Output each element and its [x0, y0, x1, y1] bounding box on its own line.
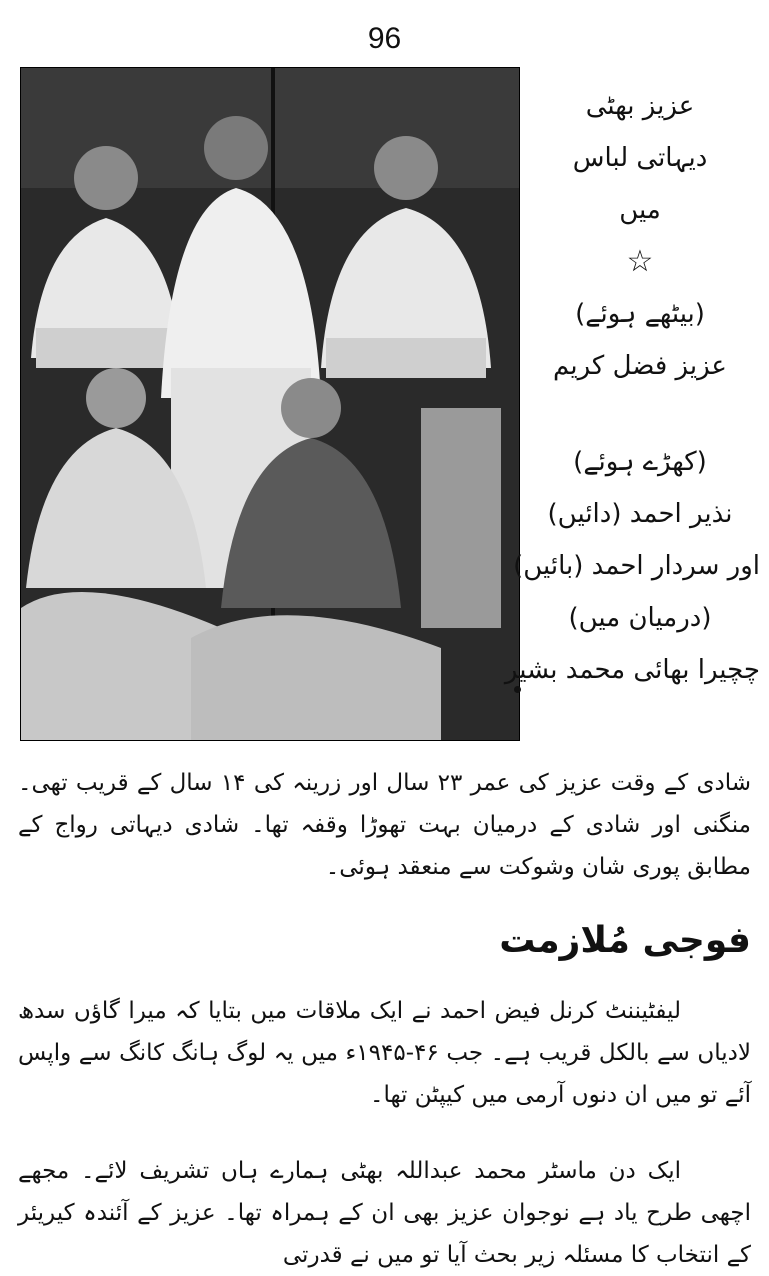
- caption-line-3: میں: [619, 195, 661, 225]
- caption-line-5: عزیز فضل کریم: [553, 351, 727, 381]
- paragraph-3: ایک دن ماسٹر محمد عبداللہ بھٹی ہمارے ہاں تشریف لائے۔ مجھے اچھی طرح یاد ہے نوجوان عزیز بھی ان کے ہمراہ تھا۔ عزیز کے آئندہ کیریئر کے انتخاب کا مسئلہ زیر بحث آیا تو میں نے قدرتی: [18, 1158, 751, 1268]
- photo-caption: [504, 80, 760, 696]
- paragraph-1: شادی کے وقت عزیز کی عمر ۲۳ سال اور زرینہ کی ۱۴ سال کے قریب تھی۔ منگنی اور شادی کے درمیان بہت تھوڑا وقفہ تھا۔ شادی دیہاتی رواج کے مطابق پوری شان وشوکت سے منعقد ہوئی۔: [18, 770, 751, 880]
- caption-line-7: نذیر احمد (دائیں): [547, 499, 733, 529]
- paragraph-2: لیفٹیننٹ کرنل فیض احمد نے ایک ملاقات میں بتایا کہ میرا گاؤں سدھ لادیاں سے بالکل قریب ہے۔ جب ۴۶-۱۹۴۵ء میں یہ لوگ ہانگ کانگ سے واپس آئے تو میں ان دنوں آرمی میں کیپٹن تھا۔: [18, 998, 751, 1108]
- caption-line-2: دیہاتی لباس: [572, 143, 708, 173]
- section-heading: فوجی مُلازمت: [499, 920, 751, 961]
- bullet-dot: [514, 686, 521, 693]
- group-photo: [20, 67, 520, 741]
- group-photo-image: [21, 68, 519, 740]
- caption-line-10: چچیرا بھائی محمد بشیر: [504, 655, 760, 685]
- page-number: 96: [367, 22, 402, 55]
- caption-line-1: عزیز بھٹی: [585, 91, 695, 121]
- star-icon: ☆: [626, 244, 654, 279]
- caption-line-6: (کھڑے ہوئے): [573, 447, 707, 477]
- caption-line-4: (بیٹھے ہوئے): [575, 299, 705, 329]
- caption-line-9: (درمیان میں): [568, 603, 712, 633]
- caption-line-8: اور سردار احمد (بائیں): [513, 551, 760, 581]
